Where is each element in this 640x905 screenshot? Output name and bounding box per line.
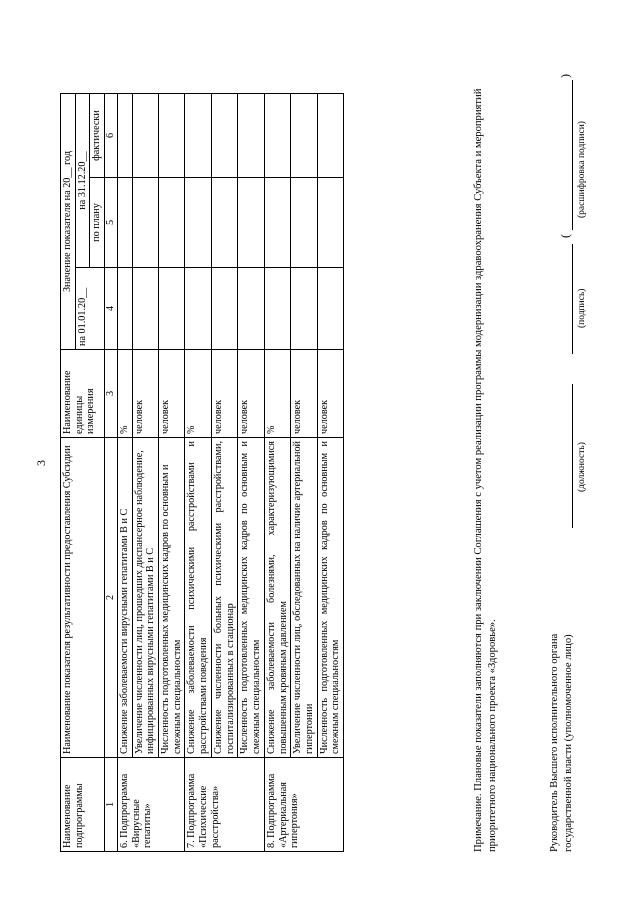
table-row	[211, 94, 237, 852]
value-cell	[238, 94, 264, 178]
indicator-cell: Численность подготовленных медицинских кадров по основным и смежным специальностям	[159, 438, 185, 758]
value-cell	[264, 94, 290, 178]
value-cell	[238, 268, 264, 350]
signature-line	[572, 244, 573, 354]
unit-cell: %	[117, 350, 132, 438]
signatory-title-line-2: государственной власти (уполномоченное лицо)	[562, 634, 574, 852]
value-cell	[159, 268, 185, 350]
col-header-plan: по плану	[90, 178, 105, 268]
position-caption: (должность)	[577, 442, 587, 492]
unit-cell: человек	[238, 350, 264, 438]
value-cell	[159, 94, 185, 178]
column-number: 4	[105, 268, 118, 350]
subprogram-cell: 6. Подпрограмма «Вирусные гепатиты»	[117, 758, 185, 852]
signature-caption: (подпись)	[577, 288, 587, 328]
value-cell	[185, 94, 211, 178]
unit-cell: человек	[317, 350, 343, 438]
unit-cell: человек	[291, 350, 317, 438]
col-header-start-date: на 01.01.20__	[75, 268, 104, 350]
column-number: 2	[105, 438, 118, 758]
value-cell	[132, 94, 158, 178]
value-cell	[264, 268, 290, 350]
value-cell	[291, 178, 317, 268]
value-cell	[117, 268, 132, 350]
col-header-value: Значение показателя на 20__ год	[61, 94, 76, 350]
signatory-title-line-1: Руководитель Высшего исполнительного органа	[549, 633, 560, 852]
col-header-end-date: на 31.12.20__	[75, 94, 90, 268]
indicator-cell: Снижение заболеваемости психическими расстройствами и расстройствами поведения	[185, 438, 211, 758]
unit-cell: человек	[132, 350, 158, 438]
position-line	[572, 384, 573, 528]
indicator-cell: Увеличение численности лиц, прошедших диспансерное наблюдение, инфицированных вирусными гепатитами В и С	[132, 438, 158, 758]
column-number: 5	[105, 178, 118, 268]
unit-cell: человек	[211, 350, 237, 438]
value-cell	[211, 178, 237, 268]
value-cell	[238, 178, 264, 268]
unit-cell: %	[264, 350, 290, 438]
table-row	[317, 94, 343, 852]
table-row	[264, 94, 290, 852]
table-row	[159, 94, 185, 852]
value-cell	[264, 178, 290, 268]
value-cell	[117, 178, 132, 268]
paren-open: (	[558, 234, 572, 238]
value-cell	[211, 94, 237, 178]
signature-block	[548, 52, 618, 852]
indicator-cell: Численность подготовленных медицинских кадров по основным и смежным специальностям	[317, 438, 343, 758]
table-row	[117, 94, 132, 852]
value-cell	[317, 268, 343, 350]
decryption-line	[572, 80, 573, 230]
signatory-title	[548, 552, 576, 852]
indicator-cell: Снижение численности больных психическими расстройствами, госпитализированных в стационар	[211, 438, 237, 758]
column-number: 3	[105, 350, 118, 438]
col-header-actual: фактически	[90, 94, 105, 178]
table-header-row	[61, 94, 76, 852]
value-cell	[132, 268, 158, 350]
table-row	[291, 94, 317, 852]
value-cell	[317, 178, 343, 268]
value-cell	[291, 268, 317, 350]
indicator-cell: Снижение заболеваемости вирусными гепатитами В и С	[117, 438, 132, 758]
column-numbers-row	[105, 94, 118, 852]
value-cell	[132, 178, 158, 268]
value-cell	[211, 268, 237, 350]
value-cell	[291, 94, 317, 178]
table-row	[132, 94, 158, 852]
subprogram-cell: 8. Подпрограмма «Артериальная гипертония»	[264, 758, 343, 852]
col-header-unit: Наименование единицы измерения	[61, 350, 105, 438]
column-number: 1	[105, 758, 118, 852]
decryption-caption: (расшифровка подписи)	[577, 121, 587, 218]
col-header-subprogram: Наименование подпрограммы	[61, 758, 105, 852]
rotated-page	[20, 22, 620, 882]
indicators-table	[60, 93, 344, 852]
unit-cell: %	[185, 350, 211, 438]
indicator-cell: Снижение заболеваемости болезнями, характеризующимися повышенным кровяным давлением	[264, 438, 290, 758]
indicator-cell: Увеличение численности лиц, обследованных на наличие артериальной гипертонии	[291, 438, 317, 758]
subprogram-cell: 7. Подпрограмма «Психические расстройства»	[185, 758, 264, 852]
table-row	[238, 94, 264, 852]
unit-cell: человек	[159, 350, 185, 438]
page-number: 3	[34, 460, 48, 466]
footnote: Примечание. Плановые показатели заполняются при заключении Соглашения с учетом реализации программы модернизации здравоохранения Субъекта и мероприятий приоритетного национального проекта «Здоровье».	[473, 88, 498, 852]
column-number: 6	[105, 94, 118, 178]
value-cell	[159, 178, 185, 268]
paren-close: )	[558, 74, 572, 78]
value-cell	[185, 268, 211, 350]
col-header-indicator: Наименование показателя результативности предоставления Субсидии	[61, 438, 105, 758]
value-cell	[317, 94, 343, 178]
value-cell	[185, 178, 211, 268]
table-row	[185, 94, 211, 852]
indicator-cell: Численность подготовленных медицинских кадров по основным и смежным специальностям	[238, 438, 264, 758]
value-cell	[117, 94, 132, 178]
